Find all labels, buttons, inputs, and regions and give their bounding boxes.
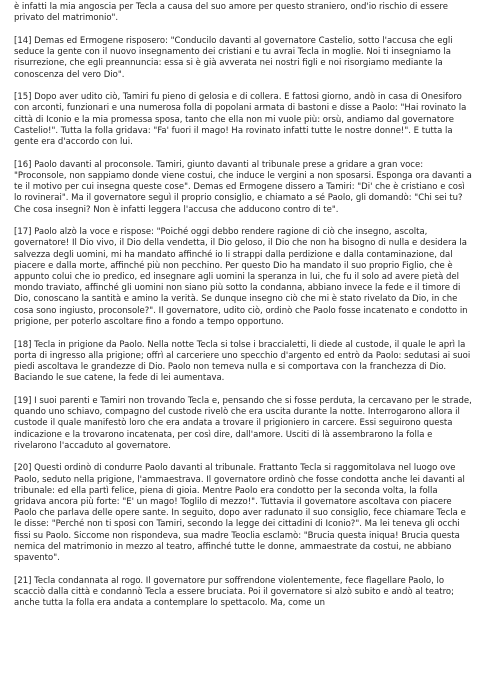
paragraph-18: [18] Tecla in prigione da Paolo. Nella notte Tecla si tolse i braccialetti, li diede al custode, il quale le aprì la porta di ingresso alla prigione; offrì al carceriere uno specchio d'argento ed entrò da Paolo: sedutasi ai suoi piedi ascoltava le grandezze di Dio. Paolo non temeva nulla e si comportava con la franchezza di Dio. Baciando le sue catene, la fede di lei aumentava. [14,339,471,384]
paragraph-15: [15] Dopo aver udito ciò, Tamiri fu pieno di gelosia e di collera. E fattosi giorno, andò in casa di Onesiforo con arconti, funzionari e una numerosa folla di popolani armata di bastoni e disse a Paolo: "Hai rovinato la città di Iconio e la mia promessa sposa, tanto che ella non mi vuole più: orsù, andiamo dal governatore Castelio!". Tutta la folla gridava: "Fa' fuori il mago! Ha rovinato infatti tutte le nostre donne!". E tutta la gente era d'accordo con lui. [14,92,467,148]
paragraph-21: [21] Tecla condannata al rogo. Il governatore pur soffrendone violentemente, fece flagellare Paolo, lo scacciò dalla città e condannò Tecla a essere bruciata. Poi il governatore si alzò subito e andò al teatro; anche tutta la folla era andata a contemplare lo spettacolo. Ma, come un [14,575,454,609]
paragraph-continuation: è infatti la mia angoscia per Tecla a causa del suo amore per questo straniero, ond'io rischio di essere privato del matrimonio". [14,2,448,24]
paragraph-17: [17] Paolo alzò la voce e rispose: "Poiché oggi debbo rendere ragione di ciò che insegno, ascolta, governatore! Il Dio vivo, il Dio della vendetta, il Dio geloso, il Dio che non ha bisogno di nulla e desidera la salvezza degli uomini, mi ha mandato affinché io li strappi dalla perdizione e dalla contaminazione, dal piacere e dalla morte, affinché più non pecchino. Per questo Dio ha mandato il suo proprio Figlio, che è appunto colui che io predico, ed insegnare agli uomini la speranza in lui, che fu il solo ad avere pietà del mondo traviato, affinché gli uomini non siano più sotto la condanna, abbiano invece la fede e il timore di Dio, conoscano la santità e amino la verità. Se dunque insegno ciò che mi è stato rivelato da Dio, in che cosa sono ingiusto, proconsole?". Il governatore, udito ciò, ordinò che Paolo fosse incatenato e condotto in prigione, per poterlo ascoltare fino a fondo a tempo opportuno. [14,227,468,327]
paragraph-20: [20] Questi ordinò di condurre Paolo davanti al tribunale. Frattanto Tecla si raggomitolava nel luogo ove Paolo, seduto nella prigione, l'ammaestrava. Il governatore ordinò che fosse condotta anche lei davanti al tribunale: ed ella partì felice, piena di gioia. Mentre Paolo era condotto per la seconda volta, la folla gridava ancora più forte: "E' un mago! Toglilo di mezzo!". Tuttavia il governatore ascoltava con piacere Paolo che parlava delle opere sante. In seguito, dopo aver radunato il suo consiglio, fece chiamare Tecla e le disse: "Perché non ti sposi con Tamiri, secondo la legge dei cittadini di Iconio?". Ma lei teneva gli occhi fissi su Paolo. Siccome non rispondeva, sua madre Teoclia esclamò: "Brucia questa iniqua! Brucia questa nemica del matrimonio in mezzo al teatro, affinché tutte le donne, ammaestrate da costui, ne abbiano spavento". [14,463,466,564]
paragraph-16: [16] Paolo davanti al proconsole. Tamiri, giunto davanti al tribunale prese a gridare a gran voce: "Proconsole, non sappiamo donde viene costui, che induce le vergini a non sposarsi. Esponga ora davanti a te il motivo per cui insegna queste cose". Demas ed Ermogene dissero a Tamiri: "Di' che è cristiano e così lo rovinerai". Ma il governatore seguì il proprio consiglio, e chiamato a sé Paolo, gli domandò: "Chi sei tu? Che cosa insegni? Non è infatti leggera l'accusa che adducono contro di te". [14,159,472,215]
document-page [14,2,472,609]
paragraph-19: [19] I suoi parenti e Tamiri non trovando Tecla e, pensando che si fosse perduta, la cercavano per le strade, quando uno schiavo, compagno del custode rivelò che era uscita durante la notte. Interrogarono allora il custode il quale manifestò loro che era andata a trovare il prigioniero in carcere. Essi seguirono questa indicazione e la trovarono incatenata, per così dire, dall'amore. Usciti di là assembrarono la folla e rivelarono l'accaduto al governatore. [14,395,472,451]
paragraph-14: [14] Demas ed Ermogene risposero: "Conducilo davanti al governatore Castelio, sotto l'accusa che egli seduce la gente con il nuovo insegnamento dei cristiani e tu avrai Tecla in moglie. Noi ti insegniamo la risurrezione, che egli preannuncia: essa si è già avverata nei nostri figli e noi risorgiamo mediante la conoscenza del vero Dio". [14,35,453,80]
